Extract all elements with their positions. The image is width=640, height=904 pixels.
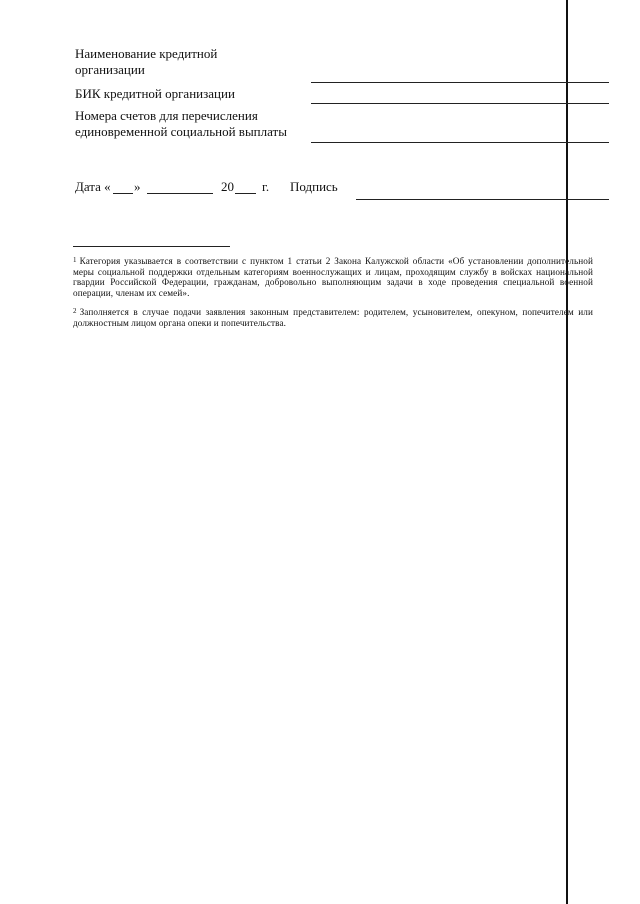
accounts-label-line1: Номера счетов для перечисления	[75, 108, 258, 123]
accounts-input-line[interactable]	[311, 142, 609, 143]
date-month-input-line[interactable]	[147, 193, 213, 194]
accounts-label-line2: единовременной социальной выплаты	[75, 124, 287, 139]
bank-name-input-line[interactable]	[311, 82, 609, 83]
footnote-1	[73, 256, 593, 298]
accounts-label	[75, 108, 287, 140]
date-label: Дата «	[75, 179, 111, 194]
date-quote-close: »	[134, 179, 141, 194]
footnote-1-marker: 1	[73, 256, 77, 264]
footnote-2	[73, 307, 593, 328]
signature-input-line[interactable]	[356, 199, 609, 200]
date-year-suffix: г.	[262, 179, 270, 194]
bik-input-line[interactable]	[311, 103, 609, 104]
footnote-1-text: Категория указывается в соответствии с пунктом 1 статьи 2 Закона Калужской области «Об установлении дополнительной меры социальной поддержки отдельным категориям военнослужащих и лицам, проходящим службу в войсках национальной гвардии Российской Федерации, гражданам, добровольно выполняющим задачи в ходе проведения специальной военной операции, членам их семей».	[73, 256, 593, 298]
bik-label: БИК кредитной организации	[75, 86, 235, 101]
bank-name-label-line1: Наименование кредитной	[75, 46, 218, 61]
footnote-separator	[73, 246, 230, 247]
bank-name-label-line2: организации	[75, 62, 145, 77]
date-day-input-line[interactable]	[113, 193, 133, 194]
signature-label: Подпись	[290, 179, 338, 194]
footnote-2-text: Заполняется в случае подачи заявления законным представителем: родителем, усыновителем, опекуном, попечителем или должностным лицом органа опеки и попечительства.	[73, 307, 593, 328]
bank-name-label	[75, 46, 217, 78]
date-year-input-line[interactable]	[235, 193, 256, 194]
scan-edge-line	[566, 0, 568, 904]
footnote-2-marker: 2	[73, 307, 77, 315]
date-year-prefix: 20	[221, 179, 234, 194]
